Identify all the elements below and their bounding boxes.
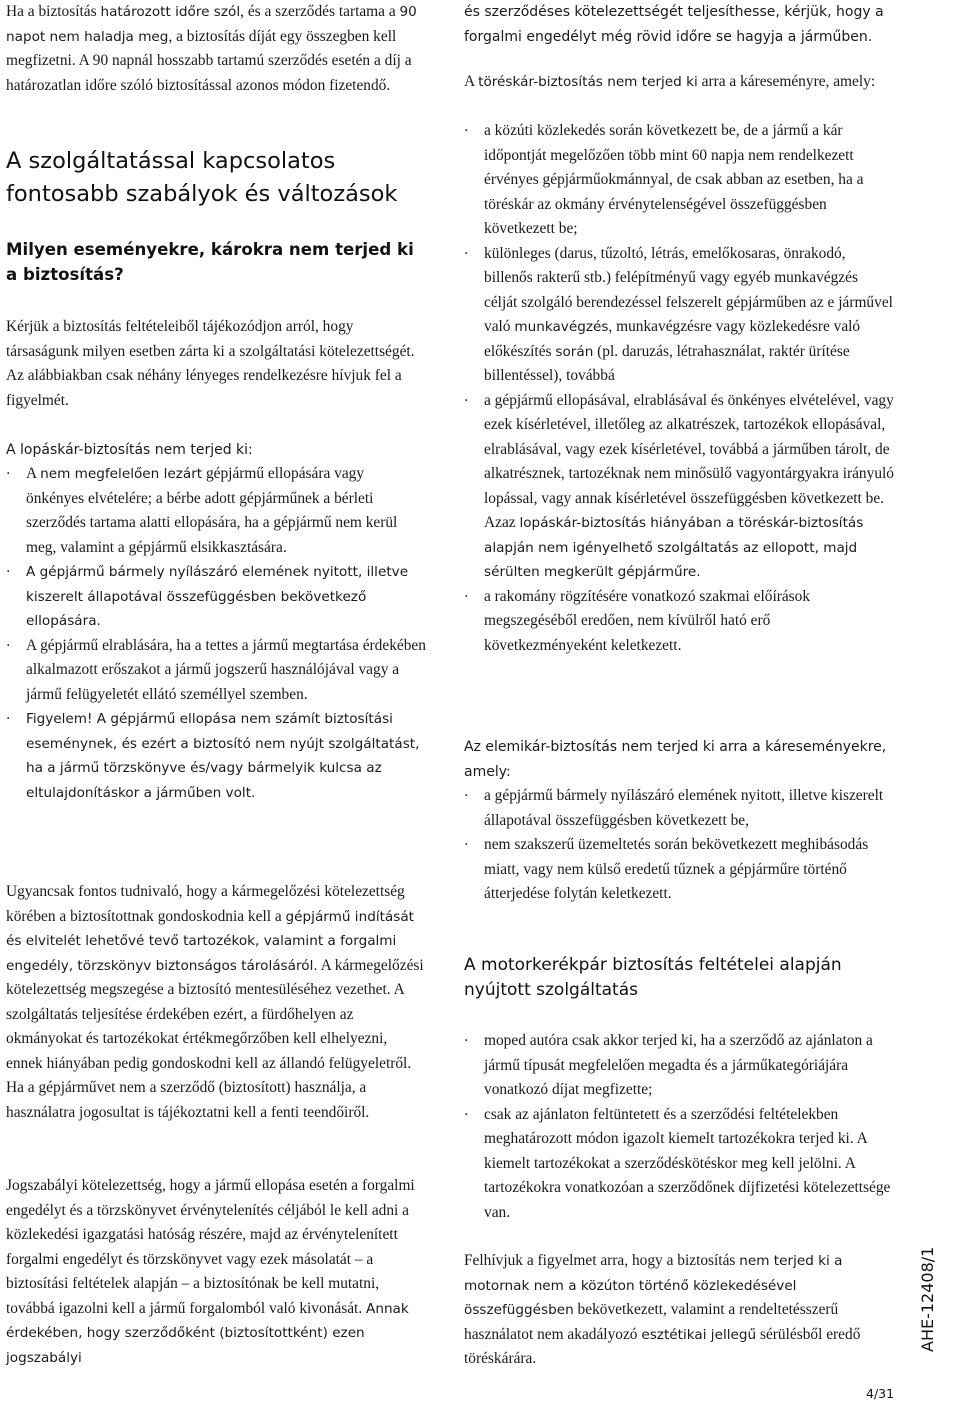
terms-paragraph: Kérjük a biztosítás feltételeiből tájékozódjon arról, hogy társaságunk milyen esetben zárta ki a szolgáltatási kötelezettségét. Az alábbiakban csak néhány lényeges rendelkezésre hívjuk fel a figyelmét. bbox=[6, 318, 415, 409]
body-text: Felhívjuk a figyelmet arra, hogy a biztosítás bbox=[464, 1252, 740, 1269]
body-text: a közúti közlekedés során következett be, de a jármű a kár időpontját megelőzően több mint 60 napja nem rendelkezett érvényes gépjárműokmánnyal, de csak abban az esetben, ha a töréskár az okmány érvénytelenségével összefüggésben következett be; bbox=[484, 122, 864, 237]
section-subheading: Milyen eseményekre, károkra nem terjed ki a biztosítás? bbox=[6, 240, 414, 284]
body-text: A gépjármű elrablására, ha a tettes a jármű megtartása érdekében alkalmazott erőszakot a jármű jogszerű használójával vagy a jármű felügyeletét ellátó személlyel szemben. bbox=[26, 636, 426, 703]
list-item bbox=[464, 242, 894, 389]
emphasis-text: lopáskár-biztosítás hiányában a töréskár-biztosítás alapján nem igényelhető szolgáltatás az ellopott, majd sérülten megkerült gépjárműre. bbox=[484, 515, 864, 580]
emphasis-text: Figyelem! A gépjármű ellopása nem számít biztosítási eseménynek, és ezért a biztosító nem nyújt szolgáltatást, ha a jármű törzskönyve és/vagy bármelyik kulcsa az eltulajdonításkor a járműben volt. bbox=[26, 711, 420, 801]
emphasis-text: Annak érdekében, hogy szerződőként (biztosítottként) ezen jogszabályi bbox=[6, 1300, 409, 1366]
emphasis-text: munkavégzés bbox=[514, 319, 609, 335]
theft-exclusion-list bbox=[6, 462, 426, 805]
emphasis-text: nem megfelelően lezárt bbox=[40, 466, 203, 482]
elemental-title: Az elemikár-biztosítás nem terjed ki arra a káreseményekre, amely: bbox=[464, 739, 887, 780]
document-code: AHE-12408/1 bbox=[918, 1246, 937, 1352]
continuation-text: és szerződéses kötelezettségét teljesíthesse, kérjük, hogy a forgalmi engedélyt még rövid időre se hagyja a járműben. bbox=[464, 4, 884, 45]
body-text: sérülésből eredő töréskárára. bbox=[464, 1325, 861, 1367]
list-item bbox=[6, 634, 426, 708]
list-item bbox=[464, 389, 894, 585]
section-heading: A szolgáltatással kapcsolatos fontosabb szabályok és változások bbox=[6, 148, 398, 207]
final-paragraph bbox=[464, 1249, 894, 1372]
list-item bbox=[6, 560, 426, 634]
motorcycle-heading: A motorkerékpár biztosítás feltételei alapján nyújtott szolgáltatás bbox=[464, 955, 842, 1000]
elemental-exclusion-list bbox=[464, 784, 894, 907]
page-number: 4/31 bbox=[866, 1386, 895, 1401]
emphasis-text: 90 napot nem haladja meg bbox=[6, 4, 417, 45]
list-item: · csak az ajánlaton feltüntetett és a szerződési feltételekben meghatározott módon igazolt kiemelt tartozékokra terjed ki. A kiemelt tartozékokat a szerződéskötéskor meg kell jelölni. A tartozékokra vonatkozóan a szerződőnek díjfizetési kötelezettsége van. bbox=[464, 1103, 894, 1226]
emphasis-text: gépjármű indítását és elvitelét lehetővé tevő tartozékok, valamint a forgalmi engedély, törzskönyv biztonságos tárolásáról. bbox=[6, 908, 415, 974]
body-text: A bbox=[464, 73, 479, 90]
emphasis-text: töréskár-biztosítás nem terjed ki bbox=[478, 74, 698, 90]
motorcycle-list bbox=[464, 1029, 894, 1225]
list-item: · nem szakszerű üzemeltetés során bekövetkezett meghibásodás miatt, vagy nem külső eredetű tűznek a gépjárműre történő átterjedése folytán keletkezett. bbox=[464, 833, 894, 907]
body-text: Ha a biztosítás bbox=[6, 3, 101, 20]
emphasis-text: esztétikai jellegű bbox=[641, 1326, 757, 1343]
list-item: · a gépjármű bármely nyílászáró elemének nyitott, illetve kiszerelt állapotával összefüggésben következett be, bbox=[464, 784, 894, 833]
emphasis-text: határozott időre szól bbox=[100, 4, 241, 20]
body-text: a rakomány rögzítésére vonatkozó szakmai előírások megszegéséből eredően, nem kívülről ható erő következményeként keletkezett. bbox=[484, 587, 811, 654]
emphasis-text: nem terjed ki a motornak nem a közúton történő közlekedésével összefüggésben bbox=[464, 1253, 843, 1318]
list-item bbox=[6, 462, 426, 560]
body-text: Ugyancsak fontos tudnivaló, hogy a kármegelőzési kötelezettség körében a biztosítottnak gondoskodnia kell a bbox=[6, 883, 405, 925]
list-item bbox=[464, 119, 894, 242]
legal-paragraph bbox=[6, 1174, 426, 1370]
list-item bbox=[6, 707, 426, 805]
body-text: a gépjármű ellopásával, elrablásával és önkényes elvételével, vagy ezek kísérletével, illetőleg az alkatrészek, tartozékok ellopásával, elrablásával, vagy ezek kísérletével, továbbá a járműben tárolt, de alkatrésznek, tartozéknak nem minősülő vagyontárgyakra irányuló lopással, vagy annak kísérletével összefüggésben következett be. Azaz bbox=[484, 391, 894, 531]
body-text: , a biztosítás díját egy összegben kell megfizetni. A 90 napnál hosszabb tartamú szerződés esetén a díj a határozatlan időre szóló biztosítással azonos módon fizetendő. bbox=[6, 27, 412, 94]
break-exclusion-list bbox=[464, 119, 894, 658]
body-text: , munkavégzésre vagy közlekedésre való előkészítés bbox=[484, 318, 861, 360]
body-text: bekövetkezett, valamint a rendeltetésszerű használatot nem akadályozó bbox=[464, 1301, 839, 1343]
body-text: A bbox=[26, 465, 41, 482]
body-text: A kármegelőzési kötelezettség megszegése a biztosító mentesüléséhez vezethet. A szolgáltatás teljesítése érdekében ezért, a fürdőhelyen az okmányokat és tartozékokat értékmegőrzőben kell elhelyezni, ennek hiányában pedig gondoskodni kell az állandó felügyeletről. Ha a gépjárművet nem a szerződő (biztosított) használja, a használatra jogosultat is tájékoztatni kell a fenti teendőiről. bbox=[6, 956, 424, 1121]
list-item: · moped autóra csak akkor terjed ki, ha a szerződő az ajánlaton a jármű típusát megfelelően megadta és a járműkategóriájára vonatkozó díjat megfizette; bbox=[464, 1029, 894, 1103]
body-text: gépjármű ellopására vagy önkényes elvételére; a bérbe adott gépjárműnek a bérleti szerződés tartama alatti ellopására, ha a gépjármű nem kerül meg, valamint a gépjármű elsikkasztására. bbox=[26, 465, 398, 556]
body-text: , és a szerződés tartama a bbox=[240, 3, 400, 20]
body-text: különleges (darus, tűzoltó, létrás, emelőkosaras, önrakodó, billenős rakterű stb.) felépítményű vagy egyéb munkavégzés célját szolgáló berendezéssel felszerelt gépjárműben az e járművel való bbox=[484, 244, 893, 335]
break-intro bbox=[464, 70, 894, 95]
prevention-paragraph bbox=[6, 880, 426, 1125]
list-item bbox=[464, 585, 894, 659]
theft-title: A lopáskár-biztosítás nem terjed ki: bbox=[6, 442, 253, 458]
emphasis-text: során bbox=[555, 343, 594, 360]
body-text: (pl. daruzás, létrahasználat, raktér ürítése billentéssel), továbbá bbox=[484, 342, 850, 384]
intro-paragraph bbox=[6, 0, 426, 98]
body-text: Jogszabályi kötelezettség, hogy a jármű ellopása esetén a forgalmi engedélyt és a törzskönyvet érvénytelenítés céljából le kell adni a közlekedési igazgatási hatóság részére, majd az érvénytelenített forgalmi engedélyt és törzskönyvet vagy ezek másolatát – a biztosítási feltételek alapján – a biztosítónak be kell mutatni, továbbá igazolni kell a jármű forgalomból való kivonását. bbox=[6, 1177, 415, 1317]
emphasis-text: A gépjármű bármely nyílászáró elemének nyitott, illetve kiszerelt állapotával összefüggésben bekövetkező ellopására. bbox=[26, 564, 409, 629]
body-text: arra a káreseményre, amely: bbox=[697, 73, 876, 90]
